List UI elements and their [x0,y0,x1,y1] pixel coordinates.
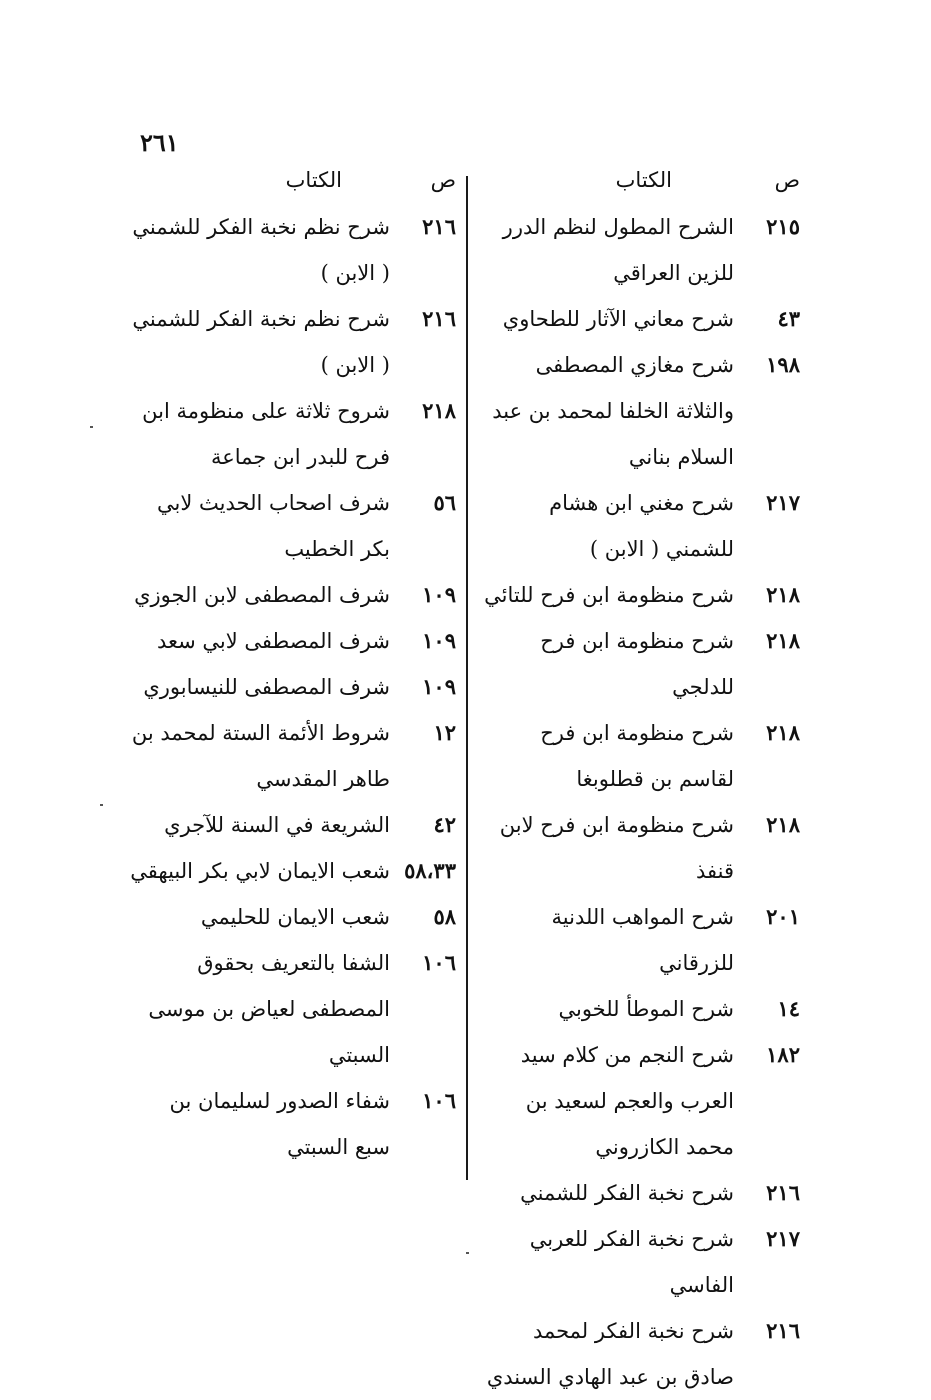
entry-page-number: ١٩٨ [766,352,800,377]
entry-page-number: ٢١٦ [766,1318,800,1343]
entry-page-number: ١٠٦ [422,1088,456,1113]
entry-page-number: ٢١٨ [766,812,800,837]
index-entry [130,388,456,480]
entry-page-number: ١٢ [433,720,456,745]
index-entry [130,296,456,388]
index-entry [482,342,800,480]
entry-page-number: ٤٣ [777,306,800,331]
entry-title: شرح النجم من كلام سيد العرب والعجم لسعيد بن محمد الكازروني [520,1043,734,1159]
entry-title: شرح منظومة ابن فرح للتائي [484,583,734,607]
entry-title: شرح معاني الآثار للطحاوي [502,307,734,331]
entry-title: شعب الايمان للحليمي [200,905,390,929]
entry-title: شفاء الصدور لسليمان بن سبع السبتي [169,1089,390,1159]
entry-title: شرح الموطأ للخوبي [558,997,734,1021]
index-entry [130,710,456,802]
index-entry [482,572,800,618]
page-column-heading: ص [430,168,456,192]
entry-title: شرف اصحاب الحديث لابي بكر الخطيب [157,491,390,561]
entry-page-number: ٢٠١ [766,904,800,929]
book-column-heading: الكتاب [615,168,672,192]
entry-title: الشرح المطول لنظم الدرر للزين العراقي [502,215,734,285]
index-entry [130,802,456,848]
entry-title: الشفا بالتعريف بحقوق المصطفى لعياض بن موسى السبتي [148,951,390,1067]
entry-title: شرف المصطفى لابي سعد [157,629,390,653]
entry-title: شرح نظم نخبة الفكر للشمني ( الابن ) [132,307,390,377]
entry-page-number: ١٠٩ [422,628,456,653]
entry-title: شرح مغازي المصطفى والثلاثة الخلفا لمحمد بن عبد السلام بناني [492,353,734,469]
entry-page-number: ٥٦ [433,490,456,515]
entry-title: شرح منظومة ابن فرح لابن قنفذ [499,813,734,883]
scan-speck [466,1252,469,1254]
index-column-left [130,168,456,1170]
page-number: ٢٦١ [140,128,179,157]
entry-page-number: ٢١٦ [422,214,456,239]
index-entry [482,480,800,572]
page-column-heading: ص [774,168,800,192]
entry-title: الشريعة في السنة للآجري [164,813,390,837]
index-entry [482,1170,800,1216]
index-entry [130,204,456,296]
entry-page-number: ٢١٧ [766,1226,800,1251]
scan-speck [90,426,93,428]
entry-title: شرح منظومة ابن فرح للدلجي [540,629,734,699]
index-entry [482,894,800,986]
entry-title: شرف المصطفى لابن الجوزي [134,583,390,607]
index-entry [482,618,800,710]
index-entry [482,802,800,894]
column-header [482,168,800,204]
entry-title: شرح منظومة ابن فرح لقاسم بن قطلوبغا [540,721,734,791]
index-entry [482,1032,800,1170]
entry-title: شرح نخبة الفكر لمحمد صادق بن عبد الهادي السندي [486,1319,734,1389]
entry-page-number: ١٨٢ [766,1042,800,1067]
entry-page-number: ٢١٨ [766,720,800,745]
entry-title: شروح ثلاثة على منظومة ابن فرح للبدر ابن جماعة [142,399,390,469]
entry-page-number: ٢١٥ [766,214,800,239]
entry-title: شرح نخبة الفكر للعربي الفاسي [529,1227,734,1297]
entry-title: شروط الأئمة الستة لمحمد بن طاهر المقدسي [131,721,390,791]
index-entry [482,710,800,802]
entry-page-number: ١٠٩ [422,674,456,699]
entry-page-number: ٢١٨ [766,582,800,607]
entry-page-number: ١٠٦ [422,950,456,975]
entry-title: شرف المصطفى للنيسابوري [143,675,390,699]
entry-page-number: ٥٨،٣٣ [404,858,456,883]
entry-page-number: ٢١٦ [422,306,456,331]
book-column-heading: الكتاب [285,168,342,192]
column-header [130,168,456,204]
entry-page-number: ٥٨ [433,904,456,929]
entry-page-number: ٤٢ [433,812,456,837]
entry-page-number: ٢١٦ [766,1180,800,1205]
entry-page-number: ٢١٨ [422,398,456,423]
index-entry [482,986,800,1032]
entry-list-right [482,204,800,1400]
index-entry [482,296,800,342]
index-entry [482,1308,800,1400]
entry-title: شرح مغني ابن هشام للشمني ( الابن ) [549,491,734,561]
index-entry [482,1216,800,1308]
index-entry [130,1078,456,1170]
index-entry [130,848,456,894]
entry-title: شرح المواهب اللدنية للزرقاني [551,905,734,975]
index-entry [130,618,456,664]
index-entry [130,480,456,572]
entry-title: شرح نظم نخبة الفكر للشمني ( الابن ) [132,215,390,285]
entry-page-number: ١٤ [777,996,800,1021]
index-entry [130,572,456,618]
entry-page-number: ١٠٩ [422,582,456,607]
index-entry [130,664,456,710]
index-entry [130,894,456,940]
entry-title: شرح نخبة الفكر للشمني [520,1181,734,1205]
column-divider [466,176,468,1180]
index-column-right [482,168,800,1400]
entry-list-left [130,204,456,1170]
entry-page-number: ٢١٨ [766,628,800,653]
entry-title: شعب الايمان لابي بكر البيهقي [130,859,390,883]
index-entry [482,204,800,296]
scan-speck [100,804,103,806]
entry-page-number: ٢١٧ [766,490,800,515]
index-entry [130,940,456,1078]
